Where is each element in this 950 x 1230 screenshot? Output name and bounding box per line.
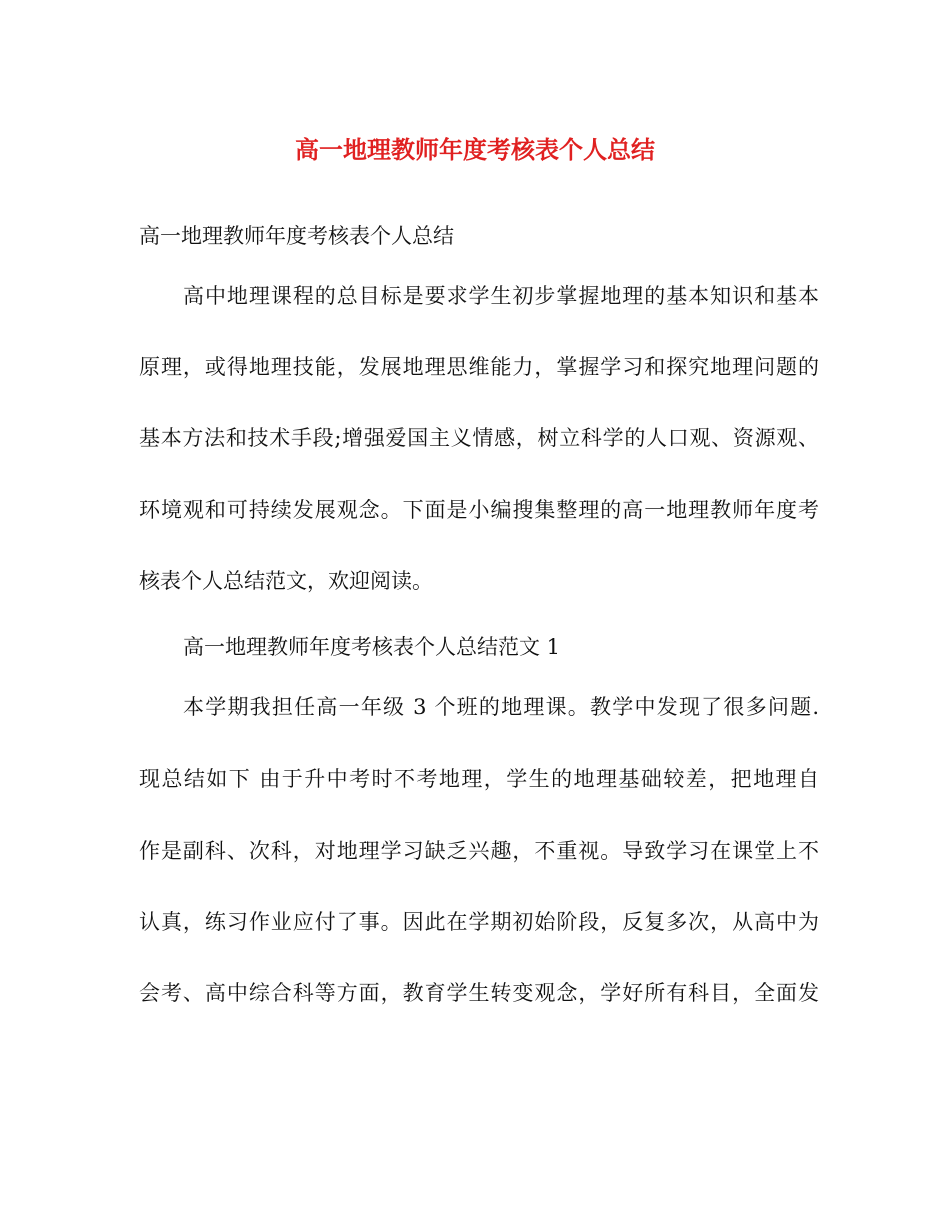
- paragraph-2-line-1: 本学期我担任高一年级 3 个班的地理课。教学中发现了很多问题.: [183, 695, 819, 719]
- paragraph-1-line-5: 核表个人总结范文，欢迎阅读。: [139, 569, 433, 593]
- paragraph-1-line-2: 原理，或得地理技能，发展地理思维能力，掌握学习和探究地理问题的: [139, 355, 819, 379]
- paragraph-2-line-5: 会考、高中综合科等方面，教育学生转变观念，学好所有科目，全面发: [139, 981, 819, 1005]
- paragraph-2-line-4: 认真，练习作业应付了事。因此在学期初始阶段，反复多次，从高中为: [139, 910, 819, 934]
- paragraph-2-line-3: 作是副科、次科，对地理学习缺乏兴趣，不重视。导致学习在课堂上不: [139, 839, 819, 863]
- paragraph-1-line-4: 环境观和可持续发展观念。下面是小编搜集整理的高一地理教师年度考: [139, 498, 819, 522]
- paragraph-2-line-2: 现总结如下 由于升中考时不考地理，学生的地理基础较差，把地理自: [139, 767, 819, 791]
- document-subtitle: 高一地理教师年度考核表个人总结: [139, 224, 454, 248]
- document-title: 高一地理教师年度考核表个人总结: [295, 136, 655, 164]
- paragraph-1-line-1: 高中地理课程的总目标是要求学生初步掌握地理的基本知识和基本: [183, 284, 819, 308]
- paragraph-1-line-3: 基本方法和技术手段;增强爱国主义情感，树立科学的人口观、资源观、: [139, 426, 819, 450]
- section-heading: 高一地理教师年度考核表个人总结范文 1: [183, 635, 561, 659]
